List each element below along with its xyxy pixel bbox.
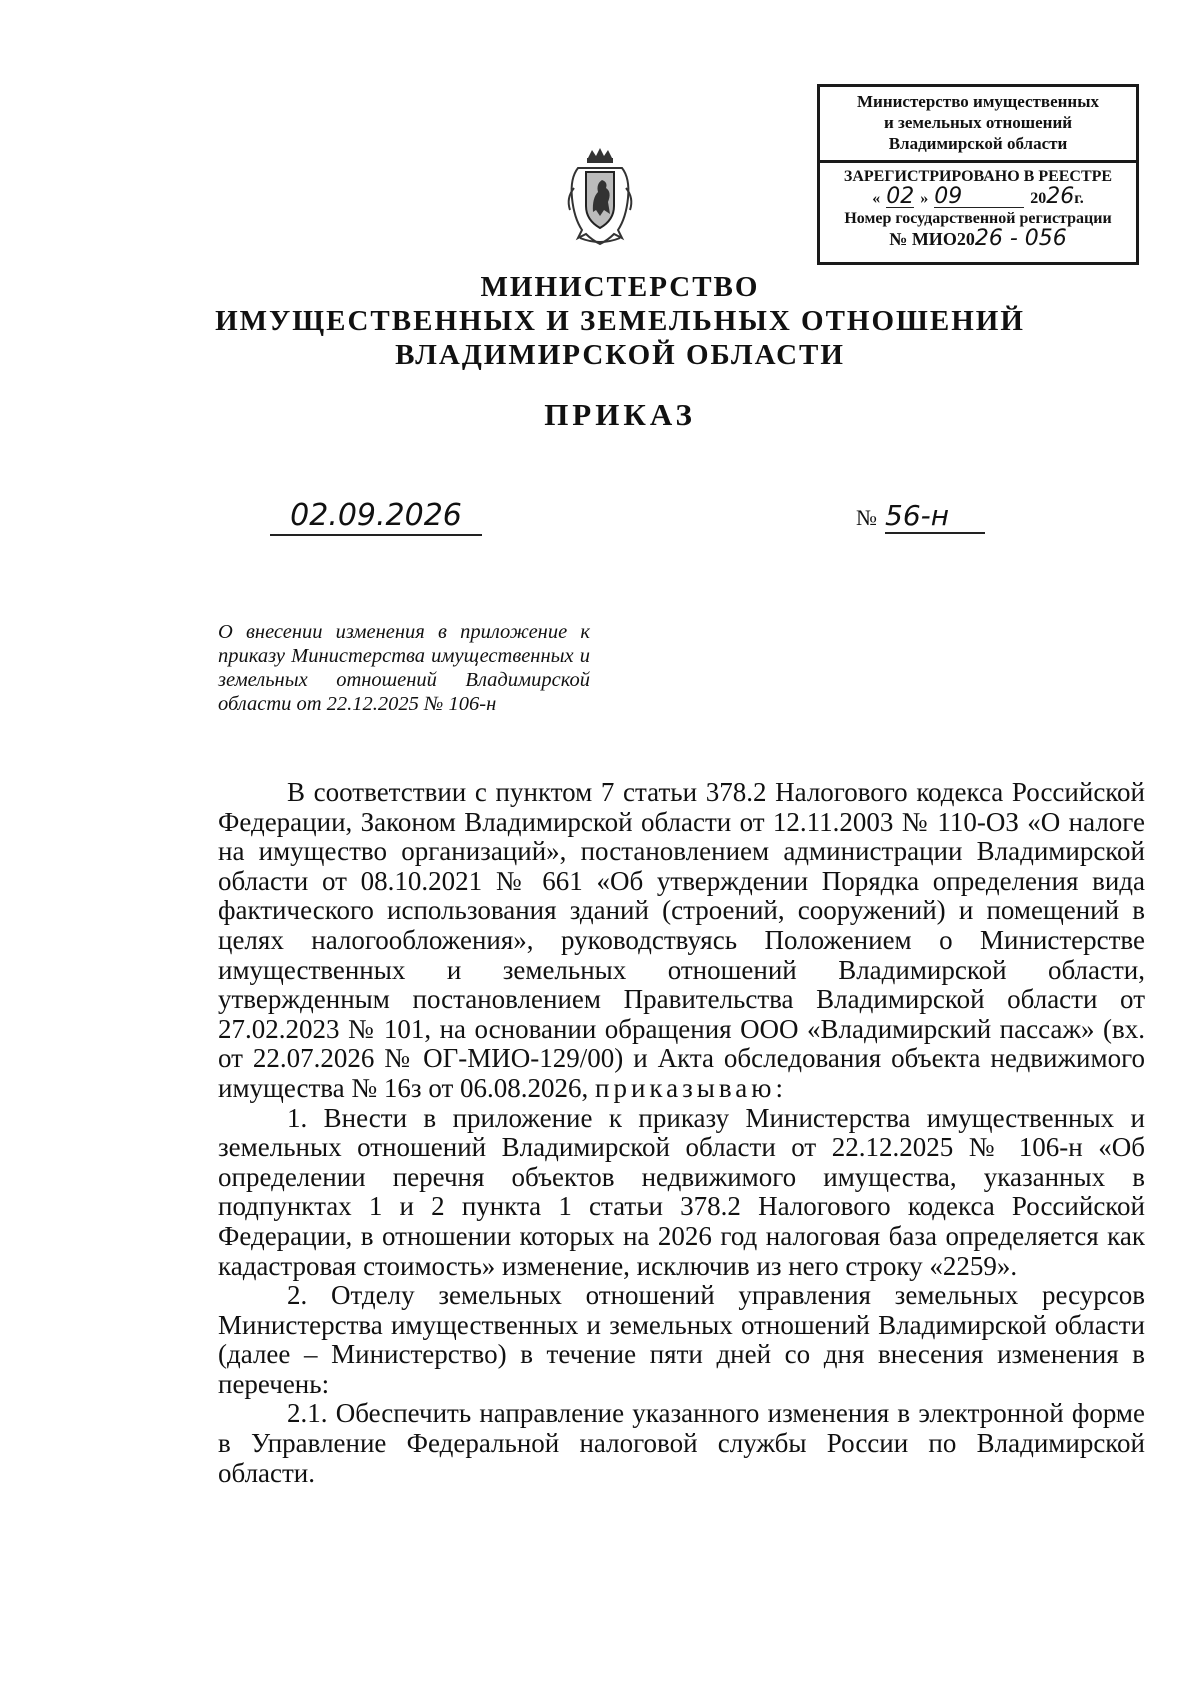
- document-type-title: ПРИКАЗ: [544, 397, 696, 432]
- number-sign: №: [856, 505, 877, 530]
- stamp-month: 09: [934, 187, 1024, 208]
- stamp-org-line: Владимирской области: [888, 134, 1068, 153]
- order-subject: О внесении изменения в приложение к приказу Министерства имущественных и земельных отношений Владимирской области от 22.12.2025 № 106-н: [218, 621, 590, 715]
- item-1-paragraph: 1. Внести в приложение к приказу Министерства имущественных и земельных отношений Владимирской области от 22.12.2025 № 106-н «Об определении перечня объектов недвижимого имущества, указанных в подпунктах 1 и 2 пункта 1 статьи 378.2 Налогового кодекса Российской Федерации, в отношении которых на 2026 год налоговая база определяется как кадастровая стоимость» изменение, исключив из него строку «2259».: [218, 1102, 1145, 1281]
- stamp-reg-label: Номер государственной регистрации: [844, 210, 1112, 227]
- order-number-field: [856, 500, 985, 534]
- ministry-line: ИМУЩЕСТВЕННЫХ И ЗЕМЕЛЬНЫХ ОТНОШЕНИЙ: [215, 305, 1025, 337]
- stamp-registration-block: [820, 163, 1136, 249]
- preamble-text: В соответствии с пунктом 7 статьи 378.2 Налогового кодекса Российской Федерации, Законом Владимирской области от 12.11.2003 № 110-ОЗ «О налоге на имущество организаций», постановлением администрации Владимирской области от 08.10.2021 № 661 «Об утверждении Порядка определения вида фактического использования зданий (строений, сооружений) и помещений в целях налогообложения», руководствуясь Положением о Министерстве имущественных и земельных отношений Владимирской области, утвержденным постановлением Правительства Владимирской области от 27.02.2023 № 101, на основании обращения ООО «Владимирский пассаж» (вх. от 22.07.2026 № ОГ-МИО-129/00) и Акта обследования объекта недвижимого имущества № 16з от 06.08.2026,: [218, 777, 1145, 1103]
- item-2-paragraph: 2. Отделу земельных отношений управления земельных ресурсов Министерства имущественных и земельных отношений Владимирской области (далее – Министерство) в течение пяти дней со дня внесения изменения в перечень:: [218, 1280, 1145, 1399]
- stamp-org-line: Министерство имущественных: [856, 92, 1099, 111]
- registration-stamp: [817, 84, 1139, 265]
- preamble-paragraph: [218, 778, 1145, 1104]
- stamp-date-row: [824, 184, 1132, 209]
- stamp-reg-hand: 26 - 056: [974, 226, 1067, 251]
- order-body: [218, 778, 1145, 1488]
- ministry-line: ВЛАДИМИРСКОЙ ОБЛАСТИ: [395, 339, 845, 371]
- stamp-year-prefix: 20: [1030, 190, 1047, 207]
- stamp-registered-label: ЗАРЕГИСТРИРОВАНО В РЕЕСТРЕ: [843, 168, 1113, 185]
- ministry-line: МИНИСТЕРСТВО: [480, 271, 760, 303]
- stamp-reg-prefix: № МИО20: [889, 229, 975, 249]
- stamp-org-line: и земельных отношений: [883, 113, 1073, 132]
- order-number: 56-н: [885, 500, 985, 534]
- stamp-reg-number: [824, 226, 1132, 251]
- stamp-day: 02: [886, 184, 915, 209]
- stamp-org-block: [820, 87, 1136, 163]
- order-date: 02.09.2026: [270, 498, 482, 536]
- ministry-heading: [0, 270, 1200, 372]
- stamp-year: 26: [1046, 184, 1075, 209]
- stamp-quote: «: [872, 190, 881, 207]
- orders-word: приказываю:: [595, 1072, 787, 1103]
- stamp-quote: »: [920, 190, 929, 207]
- item-2-1-paragraph: 2.1. Обеспечить направление указанного изменения в электронной форме в Управление Федеральной налоговой службы России по Владимирской области.: [218, 1398, 1145, 1488]
- coat-of-arms-icon: [560, 148, 640, 248]
- stamp-year-suffix: г.: [1074, 190, 1084, 207]
